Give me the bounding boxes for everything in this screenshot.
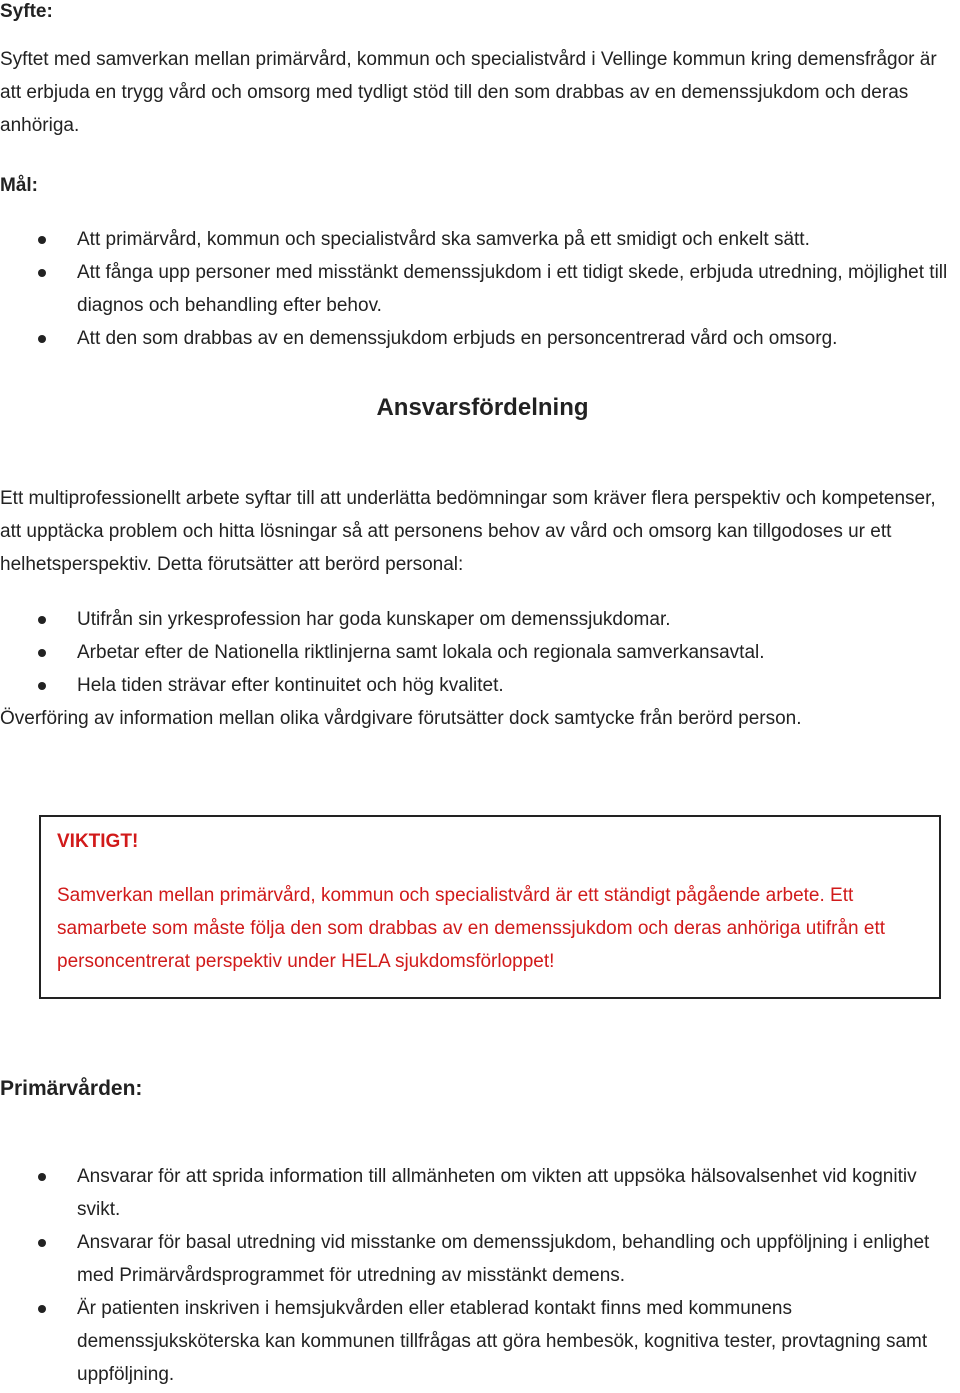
syfte-text: Syftet med samverkan mellan primärvård, kommun och specialistvård i Vellinge kommun kring demensfrågor är att erbjuda en trygg vård och omsorg med tydligt stöd till den som drabbas av en demenssjukdom och deras anhöriga. — [0, 49, 937, 136]
ansvar-section — [0, 482, 955, 735]
callout-text: Samverkan mellan primärvård, kommun och specialistvård är ett ständigt pågående arbete. Ett samarbete som måste följa den som drabbas av en demenssjukdom och deras anhöriga utifrån ett personcentrerat perspektiv under HELA sjukdomsförloppet! — [57, 885, 886, 972]
primarvarden-section — [0, 1072, 960, 1391]
list-item: Att fånga upp personer med misstänkt demenssjukdom i ett tidigt skede, erbjuda utredning, möjlighet till diagnos och behandling efter behov. — [0, 256, 960, 322]
primarvarden-list — [0, 1160, 960, 1391]
mal-section — [0, 169, 960, 355]
important-callout — [39, 815, 941, 999]
syfte-heading: Syfte: — [0, 1, 53, 22]
syfte-section — [0, 0, 940, 142]
list-item: Att den som drabbas av en demenssjukdom erbjuds en personcentrerad vård och omsorg. — [0, 322, 960, 355]
list-item: Är patienten inskriven i hemsjukvården eller etablerad kontakt finns med kommunens demenssjuksköterska kan kommunen tillfrågas att göra hembesök, kognitiva tester, provtagning samt uppföljning. — [0, 1292, 960, 1391]
ansvar-heading: Ansvarsfördelning — [376, 394, 589, 421]
list-item: Utifrån sin yrkesprofession har goda kunskaper om demenssjukdomar. — [0, 603, 955, 636]
ansvar-list — [0, 603, 955, 702]
list-item: Att primärvård, kommun och specialistvård ska samverka på ett smidigt och enkelt sätt. — [0, 223, 960, 256]
list-item: Ansvarar för att sprida information till allmänheten om vikten att uppsöka hälsovalsenhet vid kognitiv svikt. — [0, 1160, 960, 1226]
mal-list — [0, 223, 960, 355]
list-item: Arbetar efter de Nationella riktlinjerna samt lokala och regionala samverkansavtal. — [0, 636, 955, 669]
ansvar-intro: Ett multiprofessionellt arbete syftar till att underlätta bedömningar som kräver flera perspektiv och kompetenser, att upptäcka problem och hitta lösningar så att personens behov av vård och omsorg kan tillgodoses ur ett helhetsperspektiv. Detta förutsätter att berörd personal: — [0, 488, 936, 575]
list-item: Ansvarar för basal utredning vid misstanke om demenssjukdom, behandling och uppföljning i enlighet med Primärvårdsprogrammet för utredning av misstänkt demens. — [0, 1226, 960, 1292]
list-item: Hela tiden strävar efter kontinuitet och hög kvalitet. — [0, 669, 955, 702]
ansvar-outro: Överföring av information mellan olika vårdgivare förutsätter dock samtycke från berörd person. — [0, 708, 802, 729]
mal-heading: Mål: — [0, 175, 38, 196]
primarvarden-heading: Primärvården: — [0, 1077, 143, 1100]
callout-label: VIKTIGT! — [57, 831, 139, 852]
